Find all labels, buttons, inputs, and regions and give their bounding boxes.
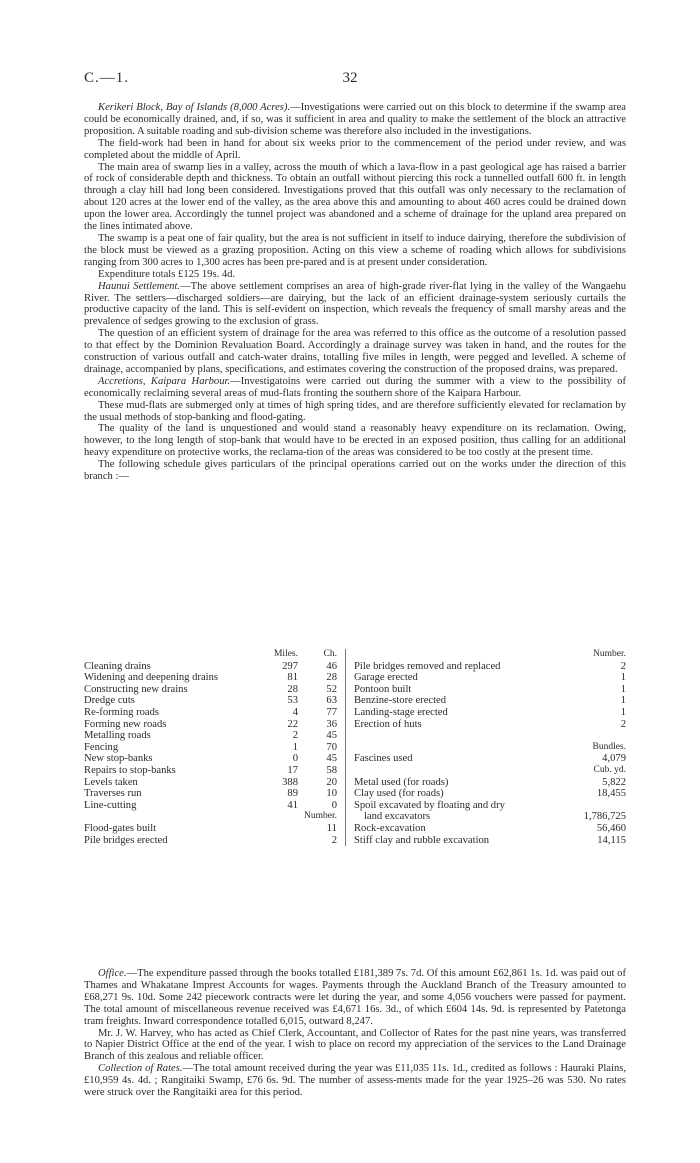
paragraph: The swamp is a peat one of fair quality, but the area is not sufficient in itself to induce dairying, therefore the subdivision of the block must be viewed as a grazing proposition. Acting on this view a scheme of roading which allows for subdivisions ranging from 300 acres to 1,300 acres has been pre-pared and is at present under consideration.: [84, 232, 626, 268]
table-row: Repairs to stop-banks 17 58 Cub. yd.: [84, 764, 626, 776]
section-heading: Collection of Rates.: [98, 1063, 183, 1075]
paragraph: The question of an efficient system of drainage for the area was referred to this office as the outcome of a resolution passed to that effect by the Dominion Revaluation Board. Accordingly a drainage survey was taken in hand, and the routes for the construction of various outfall and catch-water drains, totalling five miles in length, were pegged and levelled. A scheme of drainage, accompanied by plans, specifications, and estimates covering the construction of the proposed drains, was prepared.: [84, 328, 626, 375]
paragraph: Expenditure totals £125 19s. 4d.: [98, 268, 236, 280]
paragraph: These mud-flats are submerged only at times of high spring tides, and are therefore sufficiently elevated for reclamation by the usual methods of stop-banking and flood-gating.: [84, 399, 626, 423]
table-row: Line-cutting 41 0 Spoil excavated by floating and dry: [84, 799, 505, 811]
paragraph: Kerikeri Block, Bay of Islands (8,000 Acres).—Investigations were carried out on this block to determine if the swamp area could be economically drained, and, if so, was it sufficient in area and quality to make the settlement of the block an attractive proposition. A suitable roading and sub-division scheme was therefore also included in the investigations.: [84, 102, 626, 137]
table-row: Forming new roads 22 36 Erection of huts 2: [84, 718, 626, 730]
number-header-left: Number.: [304, 811, 345, 823]
table-row: Cleaning drains 297 46 Pile bridges removed and replaced 2: [84, 660, 626, 672]
table-row: Fencing 1 70 Bundles.: [84, 741, 626, 753]
table-row: Widening and deepening drains 81 28 Garage erected 1: [84, 672, 626, 684]
page-number: 32: [342, 70, 358, 86]
table-row: Metalling roads 2 45: [84, 730, 626, 742]
table-row: Re-forming roads 4 77 Landing-stage erected 1: [84, 706, 626, 718]
table-row: Pile bridges erected 2 Stiff clay and rubble excavation 14,115: [84, 834, 626, 846]
table-row: Dredge cuts 53 63 Benzine-store erected 1: [84, 695, 626, 707]
section-heading: Haunui Settlement.: [98, 280, 181, 292]
document-reference: C.—1.: [84, 70, 130, 86]
paragraph: The field-work had been in hand for about six weeks prior to the commencement of the period under review, and was completed about the middle of April.: [84, 137, 626, 161]
bundles-header: Bundles.: [592, 741, 626, 752]
table-row: Levels taken 388 20 Metal used (for roads) 5,822: [84, 776, 626, 788]
paragraph: Mr. J. W. Harvey, who has acted as Chief Clerk, Accountant, and Collector of Rates for the past nine years, was transferred to Napier District Office at the end of the year. I wish to place on record my appreciation of the services to the Land Drainage Branch of this zealous and reliable officer.: [84, 1027, 626, 1063]
section-heading: Kerikeri Block, Bay of Islands (8,000 Acres).: [98, 102, 291, 113]
paragraph: Collection of Rates.—The total amount received during the year was £11,035 11s. 1d., credited as follows : Hauraki Plains, £10,959 4s. 4d. ; Rangitaiki Swamp, £76 6s. 9d. The number of assess-ments made for the year 1925–26 was 530. No rates were struck over the Rangitaiki area for this period.: [84, 1063, 627, 1099]
section-heading: Accretions, Kaipara Harbour.: [98, 375, 231, 387]
operations-schedule: [84, 649, 626, 846]
paragraph: Office.—The expenditure passed through the books totalled £181,389 7s. 7d. Of this amount £62,861 1s. 1d. was paid out of Thames and Whakatane Imprest Accounts for wages. Payments through the Auckland Branch of the Treasury amounted to £68,271 9s. 10d. Some 242 piecework contracts were let during the year, and some 4,056 vouchers were passed for payment. The total amount of miscellaneous revenue received was £4,671 16s. 3d., of which £604 14s. 9d. is represented by Patetonga tram freights. Inward correspondence totalled 6,015, outward 8,247.: [84, 968, 626, 1027]
table-row: Traverses run 89 10 Clay used (for roads) 18,455: [84, 788, 626, 800]
miles-header: Miles.: [273, 649, 298, 659]
table-row: New stop-banks 0 45 Fascines used 4,079: [84, 753, 626, 765]
paragraph: The following schedule gives particulars of the principal operations carried out on the works under the direction of this branch :—: [84, 459, 626, 483]
paragraph: Haunui Settlement.—The above settlement comprises an area of high-grade river-flat lying in the valley of the Wangaehu River. The settlers—discharged soldiers—are dairying, but the lack of an efficient drainage-system seriously curtails the productive capacity of the land. This is self-evident on inspection, which reveals the frequency of small marshy areas and the prevalence of sedges growing to the exclusion of grass.: [84, 280, 627, 328]
paragraph: The main area of swamp lies in a valley, across the mouth of which a lava-flow in a past geological age has raised a barrier of rock of considerable depth and thickness. To obtain an outfall without piercing this rock a tunnelled outfall 600 ft. in length through a clay hill had long been considered. Investigations proved that this outfall was only necessary to the reclamation of about 120 acres at the lower end of the valley, as the area above this and amounting to about 460 acres could be drained down upon the lower area. Accordingly the tunnel project was abandoned and a scheme of drainage for the upland area prepared on the lines intimated above.: [84, 161, 626, 233]
paragraph: The quality of the land is unquestioned and would stand a reasonably heavy expenditure on its reclamation. Owing, however, to the long length of stop-bank that would have to be erected in an exposed position, thus calling for an additional heavy expenditure on protective works, the reclama-tion of the areas was considered to be too costly at the present time.: [84, 423, 626, 459]
number-header: Number.: [593, 649, 626, 659]
table-row: Flood-gates built 11 Rock-excavation 56,460: [84, 822, 626, 834]
table-row: Constructing new drains 28 52 Pontoon built 1: [84, 683, 626, 695]
footer-text: [84, 968, 626, 1099]
chains-header: Ch.: [304, 649, 345, 661]
body-text: [84, 102, 626, 483]
section-heading: Office.: [98, 968, 127, 979]
paragraph: Accretions, Kaipara Harbour.—Investigatoins were carried out during the summer with a view to the possibility of economically reclaiming several areas of mud-flats fronting the southern shore of the Kaipara Harbour.: [84, 375, 627, 399]
cubyd-header: Cub. yd.: [593, 764, 626, 775]
table-row: Number. land excavators 1,786,725: [304, 811, 626, 823]
